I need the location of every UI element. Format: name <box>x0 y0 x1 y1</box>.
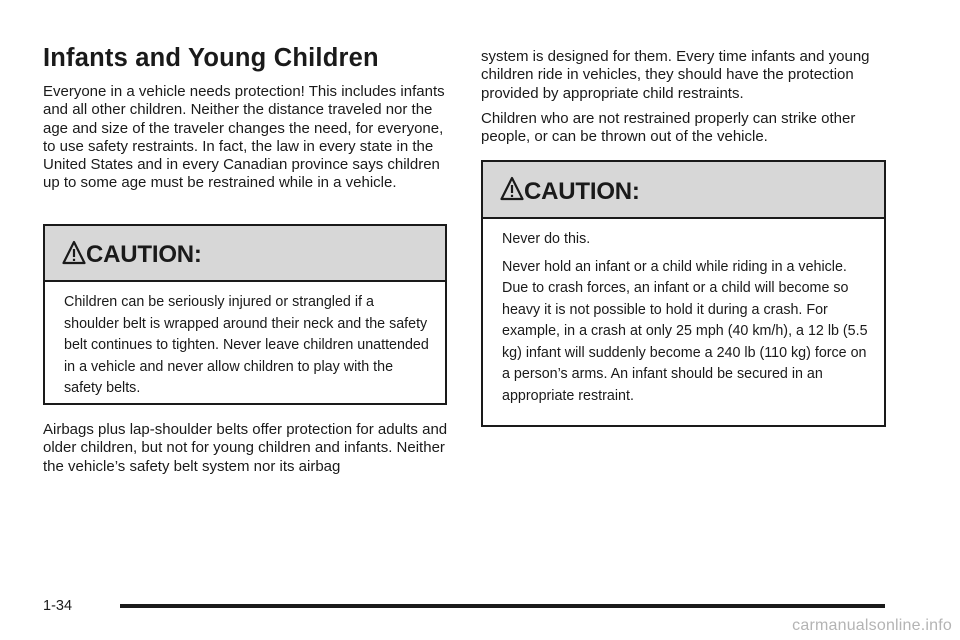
caution-body <box>502 229 870 407</box>
caution-body <box>64 292 431 400</box>
section-title: Infants and Young Children <box>43 44 379 72</box>
caution-title: CAUTION: <box>86 241 202 268</box>
caution-line-never: Never do this. <box>502 231 591 247</box>
caution-text: Children can be seriously injured or strangled if a shoulder belt is wrapped around their neck and the safety belt continues to tighten. Never leave children unattended in a vehicle and never allow children to play with the safety belts. <box>64 294 429 396</box>
caution-header <box>45 226 445 282</box>
warning-triangle-icon <box>62 240 86 266</box>
caution-box-left <box>43 224 447 405</box>
caution-box-right <box>481 160 886 427</box>
unrestrained-paragraph: Children who are not restrained properly can strike other people, or can be thrown out of the vehicle. <box>481 110 856 146</box>
watermark: carmanualsonline.info <box>792 617 952 634</box>
caution-title: CAUTION: <box>524 178 640 205</box>
intro-paragraph: Everyone in a vehicle needs protection! This includes infants and all other children. Neither the distance traveled nor the age and size of the traveler changes the need, for everyone, to use safety restraints. In fact, the law in every state in the United States and in every Canadian province says children up to some age must be restrained while in a vehicle. <box>43 83 445 192</box>
page-number: 1-34 <box>43 598 73 614</box>
footer-rule <box>120 604 885 608</box>
caution-text: Never hold an infant or a child while riding in a vehicle. Due to crash forces, an infant or a child will become so heavy it is not possible to hold it during a crash. For example, in a crash at only 25 mph (40 km/h), a 12 lb (5.5 kg) infant will suddenly become a 240 lb (110 kg) force on a person’s arms. An infant should be secured in an appropriate restraint. <box>502 258 868 404</box>
airbags-paragraph: Airbags plus lap-shoulder belts offer protection for adults and older children, but not for young children and infants. Neither the vehicle’s safety belt system nor its airbag <box>43 421 448 475</box>
caution-header <box>483 162 884 219</box>
continuation-paragraph: system is designed for them. Every time infants and young children ride in vehicles, they should have the protection provided by appropriate child restraints. <box>481 48 870 102</box>
warning-triangle-icon <box>500 176 524 202</box>
